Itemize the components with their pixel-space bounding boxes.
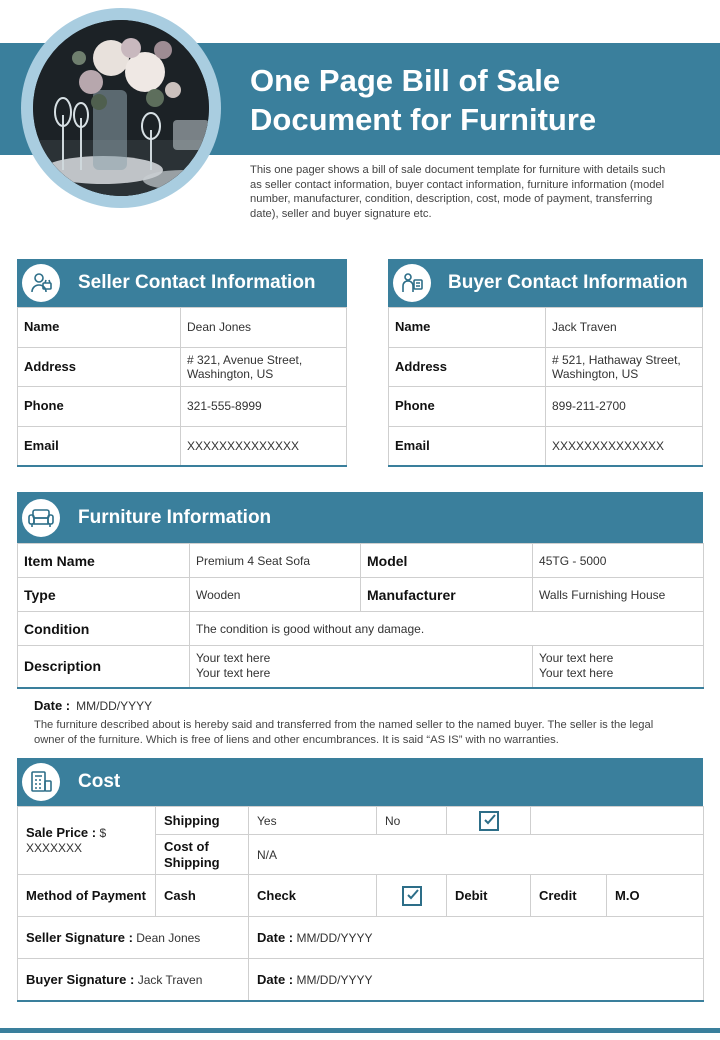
method-check-cell[interactable] — [249, 875, 377, 917]
seller-phone-value: 321-555-8999 — [181, 387, 347, 427]
method-of-payment-label: Method of Payment — [26, 887, 146, 903]
seller-phone-label: Phone — [18, 387, 181, 427]
buyer-signature-value: Jack Traven — [137, 972, 203, 987]
transfer-date-label: Date : — [34, 698, 71, 713]
cost-of-shipping-label-cell — [156, 835, 249, 875]
furniture-row-condition — [18, 612, 704, 646]
buyer-contact-table — [388, 307, 703, 467]
description-left-line-1: Your text here — [196, 650, 271, 665]
seller-signature-label: Seller Signature : — [26, 930, 133, 945]
seller-date-label: Date : — [257, 930, 294, 945]
footer-rule — [0, 1028, 720, 1033]
checkmark-icon — [482, 812, 498, 828]
seller-date-cell — [249, 917, 704, 959]
description-left-line-2: Your text here — [196, 666, 271, 681]
type-label: Type — [18, 578, 190, 612]
buyer-email-label: Email — [389, 426, 546, 466]
cost-of-shipping-label: Cost of Shipping — [164, 838, 220, 870]
seller-signature-value: Dean Jones — [136, 931, 201, 945]
furniture-table — [17, 543, 704, 689]
model-value: 45TG - 5000 — [533, 544, 704, 578]
buyer-person-icon — [393, 264, 431, 302]
sale-price-value: XXXXXXX — [26, 841, 83, 855]
shipping-label-cell — [156, 807, 249, 835]
description-left — [190, 646, 533, 688]
manufacturer-value: Walls Furnishing House — [533, 578, 704, 612]
sale-price-currency: $ — [99, 826, 107, 840]
seller-address-value: # 321, Avenue Street, Washington, US — [181, 347, 347, 387]
buyer-row-address — [389, 347, 703, 387]
buyer-signature-cell — [18, 959, 249, 1001]
buyer-address-value: # 521, Hathaway Street, Washington, US — [546, 347, 703, 387]
method-check-checkbox[interactable] — [402, 886, 422, 906]
seller-email-label: Email — [18, 426, 181, 466]
type-value: Wooden — [190, 578, 361, 612]
buyer-row-name — [389, 308, 703, 348]
buyer-name-value: Jack Traven — [546, 308, 703, 348]
buyer-section-title: Buyer Contact Information — [448, 272, 688, 293]
seller-row-name — [18, 308, 347, 348]
shipping-yes: Yes — [249, 807, 377, 835]
furniture-row-type — [18, 578, 704, 612]
sofa-icon — [22, 499, 60, 537]
shipping-checkbox-cell[interactable] — [447, 807, 531, 835]
method-mo-cell[interactable] — [607, 875, 704, 917]
seller-section-title: Seller Contact Information — [78, 272, 316, 293]
buyer-date-label: Date : — [257, 971, 294, 987]
seller-signature-cell — [18, 917, 249, 959]
seller-name-label: Name — [18, 308, 181, 348]
method-credit: Credit — [539, 888, 577, 903]
legal-text: The furniture described about is hereby said and transferred from the named seller to the named buyer. The seller is the legal owner of the furniture. Which is free of liens and other encumbrances. It is said “AS IS” with no warranties. — [34, 719, 654, 746]
description-right — [533, 646, 704, 688]
buyer-name-label: Name — [389, 308, 546, 348]
method-cash: Cash — [164, 888, 196, 903]
transfer-date — [34, 698, 152, 713]
buyer-phone-value: 899-211-2700 — [546, 387, 703, 427]
shipping-label: Shipping — [164, 813, 220, 828]
shipping-no: No — [377, 807, 447, 835]
seller-person-icon — [22, 264, 60, 302]
buyer-row-phone — [389, 387, 703, 427]
cost-of-shipping-value: N/A — [249, 835, 704, 875]
seller-row-address — [18, 347, 347, 387]
item-name-value: Premium 4 Seat Sofa — [190, 544, 361, 578]
furniture-row-item — [18, 544, 704, 578]
cost-row-buyer-signature — [18, 959, 704, 1001]
method-label-cell — [18, 875, 156, 917]
buyer-phone-label: Phone — [389, 387, 546, 427]
cost-section-header — [17, 758, 703, 806]
method-check: Check — [257, 888, 297, 903]
page-title-line-2: Document for Furniture — [250, 102, 597, 137]
method-mo: M.O — [615, 888, 640, 903]
table-setting-image — [33, 20, 209, 196]
seller-row-phone — [18, 387, 347, 427]
description-label: Description — [18, 646, 190, 688]
method-debit: Debit — [455, 888, 488, 903]
method-credit-cell[interactable] — [531, 875, 607, 917]
cost-calculator-icon — [22, 763, 60, 801]
description-right-line-1: Your text here — [539, 650, 614, 665]
description-right-line-2: Your text here — [539, 666, 614, 681]
seller-name-value: Dean Jones — [181, 308, 347, 348]
seller-row-email — [18, 426, 347, 466]
buyer-signature-label: Buyer Signature : — [26, 971, 135, 987]
manufacturer-label: Manufacturer — [361, 578, 533, 612]
cost-row-method — [18, 875, 704, 917]
method-debit-cell[interactable] — [447, 875, 531, 917]
checkmark-icon — [405, 887, 421, 903]
seller-section-header — [17, 259, 347, 307]
buyer-row-email — [389, 426, 703, 466]
seller-contact-table — [17, 307, 347, 467]
cost-table — [17, 806, 704, 1002]
cost-row-shipping — [18, 807, 704, 835]
transfer-date-value: MM/DD/YYYY — [76, 699, 153, 713]
method-checkbox-cell[interactable] — [377, 875, 447, 917]
buyer-address-label: Address — [389, 347, 546, 387]
cost-section-title: Cost — [78, 771, 121, 792]
furniture-section-title: Furniture Information — [78, 506, 272, 528]
buyer-email-value: XXXXXXXXXXXXXX — [546, 426, 703, 466]
shipping-blank — [531, 807, 704, 835]
seller-address-label: Address — [18, 347, 181, 387]
sale-price-cell — [18, 807, 156, 875]
seller-date-value: MM/DD/YYYY — [296, 931, 373, 945]
sale-price-label: Sale Price : — [26, 825, 97, 840]
condition-label: Condition — [18, 612, 190, 646]
item-name-label: Item Name — [18, 544, 190, 578]
furniture-section-header — [17, 492, 703, 543]
shipping-no-checkbox[interactable] — [479, 811, 499, 831]
page-intro: This one pager shows a bill of sale document template for furniture with details such as seller contact information, buyer contact information, furniture information (model number, manufacturer, condition, description, cost, mode of payment, transferring date), seller and buyer signature etc. — [250, 164, 666, 220]
method-cash-cell[interactable] — [156, 875, 249, 917]
buyer-date-cell — [249, 959, 704, 1001]
cost-row-seller-signature — [18, 917, 704, 959]
model-label: Model — [361, 544, 533, 578]
seller-email-value: XXXXXXXXXXXXXX — [181, 426, 347, 466]
page-title — [250, 61, 690, 139]
buyer-section-header — [388, 259, 703, 307]
furniture-row-description — [18, 646, 704, 688]
condition-value: The condition is good without any damage. — [190, 612, 704, 646]
page-title-line-1: One Page Bill of Sale — [250, 63, 561, 98]
buyer-date-value: MM/DD/YYYY — [296, 972, 373, 987]
header-photo — [33, 20, 209, 196]
